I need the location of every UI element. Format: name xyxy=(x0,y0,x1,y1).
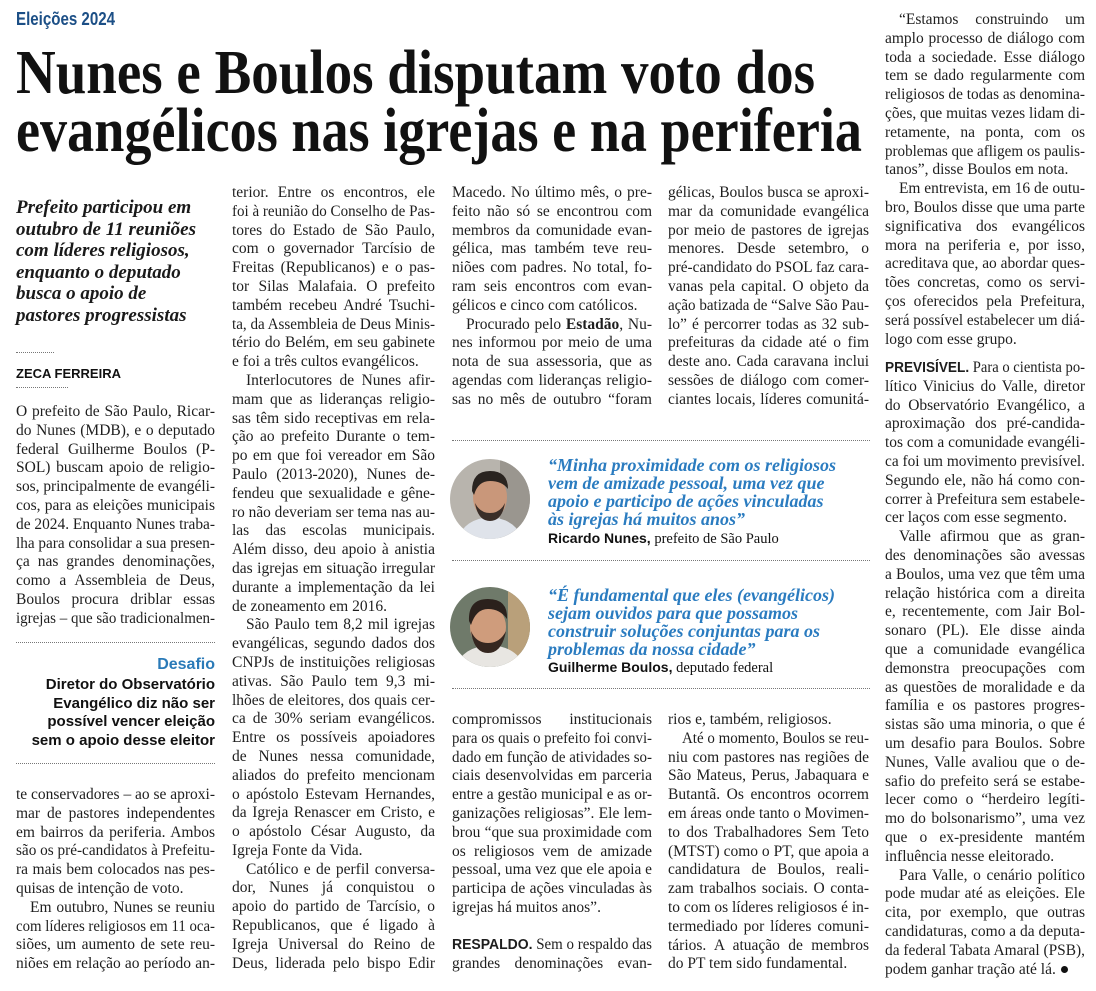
quote-line: “É fundamental que eles (evangélicos) xyxy=(548,585,835,605)
quote-attribution xyxy=(548,658,870,677)
text-line: ativas. São Paulo tem 9,3 mi- xyxy=(232,672,435,690)
text-line: lha para consolidar a sua presen- xyxy=(16,534,215,552)
text-line: siões, um aumento de sete reu- xyxy=(16,936,215,954)
headline-line-1: Nunes e Boulos disputam voto dos xyxy=(16,39,815,107)
text-line: sistas são uma minoria, o que é xyxy=(885,716,1085,734)
text-line: quisas de intenção de voto. xyxy=(16,879,184,897)
text-line: rios e, também, religiosos. xyxy=(668,711,832,728)
sidebar-divider xyxy=(16,642,215,643)
text-line: significativa dos evangélicos xyxy=(885,217,1085,235)
quote-author-role: deputado federal xyxy=(672,660,774,676)
column-4-bottom xyxy=(668,711,869,974)
text-line: niu com pastores nas regiões de xyxy=(668,748,869,766)
quote-line: “Minha proximidade com os religiosos xyxy=(548,455,837,475)
text-line: e foi a três cultos evangélicos. xyxy=(232,353,419,371)
text-line: niões com padres. No total, fo- xyxy=(452,259,652,277)
text-line: podem ganhar tração até lá. xyxy=(885,961,1085,980)
text-line: Para Valle, o cenário político xyxy=(899,866,1085,884)
column-1-top xyxy=(16,403,215,629)
text-line: ra mais bem colocados nas pes- xyxy=(16,861,215,879)
sidebar-headline-line: Diretor do Observatório xyxy=(45,676,215,693)
quotes-divider xyxy=(452,560,870,561)
headline-line-2: evangélicos nas igrejas e na periferia xyxy=(16,97,862,165)
quote-line: às igrejas há muitos anos” xyxy=(548,509,746,529)
text-line: zam trabalhos sociais. O conta- xyxy=(668,880,869,898)
text-line: po em que foi vereador em São xyxy=(232,447,435,465)
text-line: niões em relação ao período an- xyxy=(16,955,215,973)
text-line: fendeu que sexualidade e gêne- xyxy=(232,484,435,502)
text-line: tério do Belém, em seu gabinete xyxy=(232,334,435,352)
pull-quote-nunes xyxy=(548,456,870,528)
text-line: ços oferecidos pela Prefeitura, xyxy=(885,292,1085,310)
text-line: Nunes, Valle avaliou que o de- xyxy=(885,753,1085,771)
text-line: para os quais o prefeito foi convi- xyxy=(452,729,652,747)
text-line: em bairros da periferia. Ambos xyxy=(16,823,215,841)
text-line: por meio de pastores de igrejas xyxy=(668,221,869,239)
text-line: também recebeu André Tsuchi- xyxy=(232,296,435,314)
text-line: sonaro (PL). Ele disse ainda xyxy=(885,622,1085,640)
text-line: São Paulo tem 8,2 mil igrejas xyxy=(246,616,435,634)
text-line: prefeituras da cidade até o fim xyxy=(668,334,869,352)
deck-line: Prefeito participou em xyxy=(16,197,192,218)
text-line: da Igreja Renascer em Cristo, e xyxy=(232,804,435,822)
text-line: nes informou por meio de uma xyxy=(452,334,652,352)
text-line: participa de ações vinculadas às xyxy=(452,880,652,898)
text-line: SOL) buscam apoio de religio- xyxy=(16,459,215,477)
text-line: dado em função de atividades so- xyxy=(452,748,652,766)
text-line: candidaturas, como a da deputa- xyxy=(885,922,1085,940)
sidebar-divider xyxy=(16,763,215,764)
text-line: federal Guilherme Boulos (P- xyxy=(16,440,215,458)
text-line: será possível estabelecer um diá- xyxy=(885,311,1085,329)
text-line: mam que as lideranças religio- xyxy=(232,390,435,408)
text-line: influência nesse eleitorado. xyxy=(885,847,1055,865)
column-4-top xyxy=(668,184,869,410)
quote-attribution xyxy=(548,529,870,548)
pull-quote-boulos xyxy=(548,586,870,658)
text-line: O prefeito de São Paulo, Ricar- xyxy=(16,403,215,420)
sidebar-tag: Desafio xyxy=(157,656,215,673)
text-line: brou “que sua proximidade com xyxy=(452,823,652,841)
text-line: que a comunidade evangélica xyxy=(885,640,1085,658)
byline-divider xyxy=(16,387,68,388)
text-line: (MTST) como o PT, que apoia a xyxy=(668,842,869,860)
text-line: correr à Prefeitura sem estabele- xyxy=(885,490,1085,508)
text-line: de 2024. Enquanto Nunes traba- xyxy=(16,515,215,533)
text-line: Em entrevista, em 16 de outu- xyxy=(899,180,1085,198)
text-line: família e os pastores progres- xyxy=(885,697,1085,715)
text-line: Deus, liderada pelo bispo Edir xyxy=(232,954,435,972)
text-line: problemas que afligem os paulis- xyxy=(885,142,1085,160)
text-line: cos, para as eleições municipais xyxy=(16,496,215,514)
text-line: do Nunes (MDB), e o deputado xyxy=(16,421,215,439)
text-line: pode mudar até as eleições. Ele xyxy=(885,885,1085,903)
text-line: e, recentemente, com Jair Bol- xyxy=(885,603,1085,621)
text-line: agendas com lideranças religio- xyxy=(452,371,652,389)
column-3-top xyxy=(452,184,652,410)
text-line: tor Silas Malafaia. O prefeito xyxy=(232,277,435,295)
text-line: “Estamos construindo um xyxy=(899,11,1085,28)
text-line: Igreja Universal do Reino de xyxy=(232,935,435,953)
column-3-respaldo xyxy=(452,936,652,974)
text-line: compromissos institucionais xyxy=(452,711,652,728)
text-line: vanas pela capital. O objeto da xyxy=(668,277,869,295)
photo-guilherme-boulos xyxy=(450,587,530,667)
text-line: Republicanos, que é ligado à xyxy=(232,917,435,935)
text-line: sessões de diálogo com comer- xyxy=(668,371,869,389)
text-line: relação histórica com a direita xyxy=(885,584,1085,602)
sidebar-headline xyxy=(16,676,215,750)
quote-line: problemas da nossa cidade” xyxy=(548,639,756,659)
column-5-bottom xyxy=(885,359,1085,979)
text-line: CNPJs de instituições religiosas xyxy=(232,653,435,671)
sidebar-headline-line: possível vencer eleição xyxy=(47,713,215,731)
text-line: termediado por líderes comuni- xyxy=(668,917,869,935)
portrait-icon xyxy=(450,587,530,667)
text-line: com o governador Tarcísio de xyxy=(232,240,435,258)
text-line: que o ex-presidente mantém xyxy=(885,828,1085,846)
text-line: las das escolas municipais. xyxy=(232,522,435,540)
text-line: foi à reunião do Conselho de Pas- xyxy=(232,202,435,220)
text-line: como a Assembleia de Deus, xyxy=(16,572,215,590)
text-line: o apóstolo César Augusto, da xyxy=(232,823,435,841)
column-2 xyxy=(232,184,435,973)
text-line: lecer como o “herdeiro legíti- xyxy=(885,791,1085,809)
text-line: com líderes religiosos em 11 oca- xyxy=(16,917,215,935)
bold-term: Estadão xyxy=(565,315,620,333)
text-line: as questões de moralidade e da xyxy=(885,678,1085,696)
deck-line: com líderes religiosos, xyxy=(16,240,190,261)
text-line: tos com a comunidade evangéli- xyxy=(885,434,1085,452)
text-line: deste ano. Cada caravana inclui xyxy=(668,353,869,371)
text-line: aproximação dos pré-candida- xyxy=(885,415,1085,433)
byline-divider xyxy=(16,352,54,353)
text-line: a Boulos, uma vez que têm uma xyxy=(885,565,1085,583)
column-1-bottom xyxy=(16,786,215,974)
text-line: sas têm sido receptivas em rela- xyxy=(232,409,435,427)
text-line: tanos”, disse Boulos em nota. xyxy=(885,161,1069,179)
text-line: ca de 30% seriam evangélicos. xyxy=(232,710,435,728)
text-line: lo” é percorrer todas as 32 sub- xyxy=(668,315,869,333)
text-line: Freitas (Republicanos) e o pas- xyxy=(232,259,435,277)
text-line: feito não só se encontrou com xyxy=(452,202,652,220)
text-line: Boulos procura driblar essas xyxy=(16,590,215,608)
text-line: dor, Nunes já conquistou o xyxy=(232,879,435,897)
text-line: de zoneamento em 2016. xyxy=(232,597,387,615)
text-line: amplo processo de diálogo com xyxy=(885,29,1085,47)
end-of-article-mark xyxy=(1061,966,1068,973)
text-line: tões concretas, como os servi- xyxy=(885,274,1085,292)
text-line: Em outubro, Nunes se reuniu xyxy=(30,898,215,916)
text-line: igrejas – que são tradicionalmen- xyxy=(16,609,215,627)
text-line: ciantes locais, líderes comunitá- xyxy=(668,390,869,408)
deck-line: outubro de 11 reuniões xyxy=(16,218,197,240)
paragraph-lead-in: PREVISÍVEL. xyxy=(885,360,970,376)
text-line: lhões de eleitores, dos quais cer- xyxy=(232,691,435,709)
text-line: são os pré-candidatos à Prefeitu- xyxy=(16,842,215,860)
text-line: Macedo. No último mês, o pre- xyxy=(452,184,652,201)
text-line: Até o momento, Boulos se reu- xyxy=(682,729,869,747)
text-line: ro não deveriam ser tema nas au- xyxy=(232,503,435,521)
text-line: Butantã. Os encontros ocorrem xyxy=(668,786,869,804)
text-line: te conservadores – ao se aproxi- xyxy=(16,786,215,803)
quote-line: construir soluções conjuntas para os xyxy=(548,621,821,641)
column-3-bottom xyxy=(452,711,652,918)
text-line: o apóstolo Estevam Hernandes, xyxy=(232,785,435,803)
text-line: em áreas onde tanto o Movimen- xyxy=(668,804,869,822)
column-5-top xyxy=(885,11,1085,349)
text-line: ção ao prefeito Durante o tem- xyxy=(232,428,435,446)
deck-line: enquanto o deputado xyxy=(16,261,181,283)
text-line: gélicas, Boulos busca se aproxi- xyxy=(668,184,869,201)
text-line: aliados do prefeito mencionam xyxy=(232,766,435,784)
text-line: mora na periferia e, por isso, xyxy=(885,236,1085,254)
text-line: tem se dado regularmente com xyxy=(885,67,1085,85)
text-line: do Observatório Evangélico, a xyxy=(885,396,1085,414)
text-line: um desafio para Boulos. Sobre xyxy=(885,734,1085,752)
deck-line: busca o apoio de xyxy=(16,283,147,304)
text-line: ação batizada de “Salve São Pau- xyxy=(668,296,869,314)
text-line: da federal Tabata Amaral (PSB), xyxy=(885,941,1085,959)
text-line: de Nunes nessa comunidade, xyxy=(232,747,435,765)
text-line: São Mateus, Perus, Jabaquara e xyxy=(668,767,869,785)
text-line: Segundo ele, não há como con- xyxy=(885,471,1085,489)
text-line: durante a implementação da lei xyxy=(232,578,435,596)
text-line: candidatura de Boulos, reali- xyxy=(668,861,869,879)
text-line: retamente, na ponta, com os xyxy=(885,123,1085,141)
text-line: ganizações religiosas”. Ele lem- xyxy=(452,804,652,822)
text-line: Igreja Fonte da Vida. xyxy=(232,841,363,859)
byline: ZECA FERREIRA xyxy=(16,366,121,381)
quote-line: vem de amizade pessoal, uma vez que xyxy=(548,473,825,493)
text-line: ram seis encontros com evan- xyxy=(452,277,652,295)
text-line: logo com esse grupo. xyxy=(885,330,1017,348)
text-line: mar de pastores independentes xyxy=(16,804,215,822)
text-line: Paulo (2013-2020), Nunes de- xyxy=(232,465,435,483)
text-line: mar da comunidade evangélica xyxy=(668,202,869,220)
text-line: Interlocutores de Nunes afir- xyxy=(246,371,435,389)
sidebar-headline-line: sem o apoio desse eleitor xyxy=(31,731,215,749)
text-line: safio do prefeito será se estabe- xyxy=(885,772,1085,790)
text-line: evangélicas, segundo dados dos xyxy=(232,635,435,653)
text-line: tores do Estado de São Paulo, xyxy=(232,221,435,239)
text-line: RESPALDO. Sem o respaldo das xyxy=(452,936,652,953)
text-line: bro, Boulos disse que uma parte xyxy=(885,198,1085,216)
text-line: to com os líderes religiosos é in- xyxy=(668,898,869,916)
text-line: pessoal, uma vez que ele apoia e xyxy=(452,861,652,879)
text-line: nota de sua assessoria, que as xyxy=(452,353,652,371)
text-line: tários. A atuação de membros xyxy=(668,936,869,954)
text-line: acreditava que, ao abordar ques- xyxy=(885,255,1085,273)
text-line: apoio do partido de Tarcísio, o xyxy=(232,898,435,916)
text-line: terior. Entre os encontros, ele xyxy=(232,184,435,201)
text-line: ta, da Assembleia de Deus Minis- xyxy=(232,315,435,333)
text-line: Entre os possíveis apoiadores xyxy=(232,729,435,747)
deck-line: pastores progressistas xyxy=(16,304,187,326)
text-line: lítico Vinicius do Valle, diretor xyxy=(885,377,1085,395)
photo-ricardo-nunes xyxy=(450,459,530,539)
text-line: ça nas grandes denominações, xyxy=(16,553,215,571)
quote-line: apoio e participo de ações vinculadas xyxy=(548,491,824,511)
text-line: menores. Desde setembro, o xyxy=(668,240,869,258)
quotes-divider xyxy=(452,688,870,689)
quote-line: sejam ouvidos para que possamos xyxy=(548,603,799,623)
text-line: ciais desenvolvidas em parceria xyxy=(452,767,652,785)
text-line: do PT tem sido fundamental. xyxy=(668,955,848,973)
paragraph-lead-in: RESPALDO. xyxy=(452,937,533,953)
quote-author: Guilherme Boulos, xyxy=(548,659,673,675)
portrait-icon xyxy=(450,459,530,539)
text-line: demonstra preocupações com xyxy=(885,659,1085,677)
text-line: cer laços com esse segmento. xyxy=(885,509,1068,527)
text-line: os religiosos vem de amizade xyxy=(452,842,652,860)
text-line: ca foi um movimento previsível. xyxy=(885,452,1085,470)
text-line: gélicos e cinco com católicos. xyxy=(452,296,638,314)
text-line: sos, principalmente de evangéli- xyxy=(16,478,215,496)
text-line: Católico e de perfil conversa- xyxy=(246,860,435,878)
section-kicker: Eleições 2024 xyxy=(16,9,115,29)
text-line: grandes denominações evan- xyxy=(452,954,652,972)
text-line: membros da comunidade evan- xyxy=(452,221,652,239)
text-line: ções, que muitas vezes lidam di- xyxy=(885,104,1085,122)
text-line: religiosos de todas as denomina- xyxy=(885,86,1085,104)
text-line: cita, por exemplo, que outras xyxy=(885,904,1085,922)
text-line: Valle afirmou que as gran- xyxy=(899,528,1085,546)
text-line: Além disso, deu apoio à anistia xyxy=(232,541,435,559)
sidebar-headline-line: Evangélico diz não ser xyxy=(53,694,215,712)
text-line: das igrejas em situação irregular xyxy=(232,559,435,577)
quote-author: Ricardo Nunes, xyxy=(548,530,651,546)
text-line: des denominações são avessas xyxy=(885,546,1085,564)
quote-author-role: prefeito de São Paulo xyxy=(650,531,779,547)
text-line: entre a gestão municipal e as or- xyxy=(452,786,652,804)
text-line: mo do bolsonarismo”, uma vez xyxy=(885,810,1085,828)
text-line: igrejas há muitos anos”. xyxy=(452,898,601,916)
deck-subtitle xyxy=(16,197,215,326)
text-line: PREVISÍVEL. Para o cientista po- xyxy=(885,359,1085,376)
text-line: toda a sociedade. Esse diálogo xyxy=(885,48,1085,66)
text-line: sas no mês de outubro “foram xyxy=(452,390,652,408)
text-line: pré-candidato do PSOL faz cara- xyxy=(668,259,869,277)
text-line: gélica, mas também teve reu- xyxy=(452,240,652,258)
quotes-divider xyxy=(452,440,870,441)
text-line: to dos Trabalhadores Sem Teto xyxy=(668,823,869,841)
text-line: Procurado pelo Estadão, Nu- xyxy=(466,315,653,333)
